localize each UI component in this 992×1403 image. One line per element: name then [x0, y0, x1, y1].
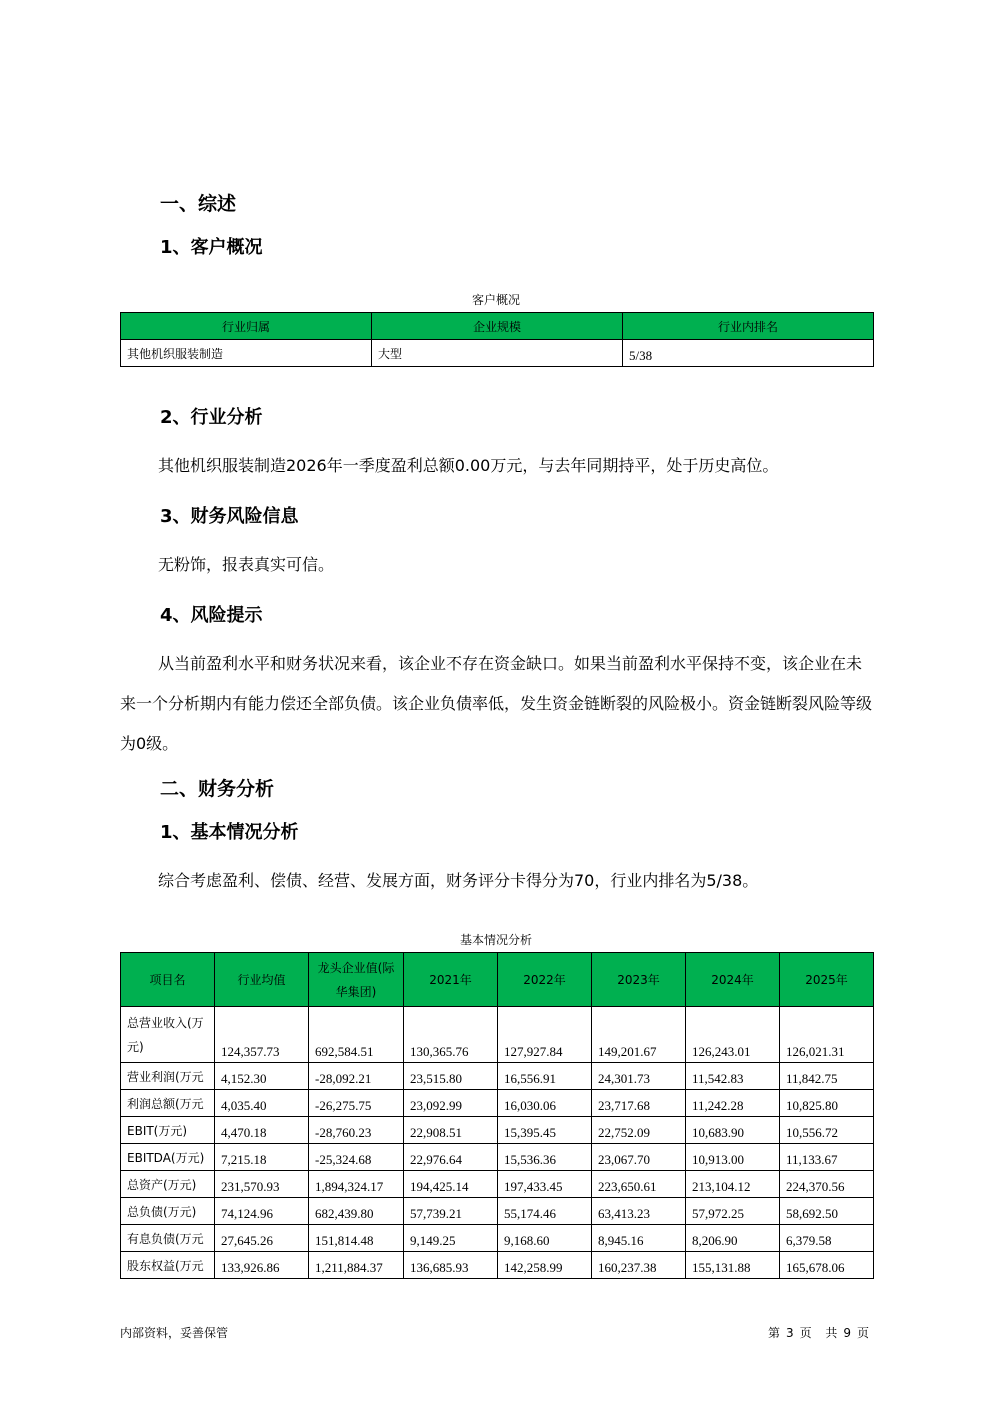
- table-cell: 16,030.06: [498, 1090, 592, 1117]
- table-cell: 22,752.09: [592, 1117, 686, 1144]
- table-cell: 9,149.25: [404, 1225, 498, 1252]
- basic-table-caption: 基本情况分析: [459, 933, 532, 947]
- table-cell: 155,131.88: [686, 1252, 780, 1279]
- table-cell: -28,092.21: [309, 1063, 404, 1090]
- row-label: 有息负债(万元: [121, 1225, 215, 1252]
- table-cell: 682,439.80: [309, 1198, 404, 1225]
- table-cell: 23,717.68: [592, 1090, 686, 1117]
- basic-analysis-text: 综合考虑盈利、偿债、经营、发展方面，财务评分卡得分为70，行业内排名为5/38。: [158, 871, 759, 890]
- table-cell: 197,433.45: [498, 1171, 592, 1198]
- page-word: 页: [799, 1326, 812, 1340]
- table-cell: 127,927.84: [498, 1007, 592, 1063]
- table-row: [121, 1171, 874, 1198]
- table-cell: 4,470.18: [215, 1117, 309, 1144]
- table-cell: -25,324.68: [309, 1144, 404, 1171]
- subsection-risk-warning-title: 4、风险提示: [160, 605, 263, 626]
- header-scale: 企业规模: [372, 313, 623, 340]
- header-rank: 行业内排名: [623, 313, 874, 340]
- table-cell: 9,168.60: [498, 1225, 592, 1252]
- table-cell: 1,894,324.17: [309, 1171, 404, 1198]
- header-industry-avg: 行业均值: [215, 953, 309, 1007]
- table-cell: 22,908.51: [404, 1117, 498, 1144]
- table-cell: 133,926.86: [215, 1252, 309, 1279]
- table-cell: 11,242.28: [686, 1090, 780, 1117]
- table-cell: -26,275.75: [309, 1090, 404, 1117]
- table-cell: 27,645.26: [215, 1225, 309, 1252]
- subsection-basic-analysis-title: 1、基本情况分析: [160, 822, 299, 843]
- table-cell: 224,370.56: [780, 1171, 874, 1198]
- header-2023: 2023年: [592, 953, 686, 1007]
- header-industry: 行业归属: [121, 313, 372, 340]
- table-cell: 10,683.90: [686, 1117, 780, 1144]
- row-label: 总负债(万元): [121, 1198, 215, 1225]
- table-row: [121, 1117, 874, 1144]
- row-label: 营业利润(万元: [121, 1063, 215, 1090]
- table-cell: 692,584.51: [309, 1007, 404, 1063]
- industry-analysis-text: 其他机织服装制造2026年一季度盈利总额0.00万元，与去年同期持平，处于历史高位。: [158, 456, 779, 475]
- table-cell: 160,237.38: [592, 1252, 686, 1279]
- table-cell: 6,379.58: [780, 1225, 874, 1252]
- row-label: EBIT(万元): [121, 1117, 215, 1144]
- table-cell: 10,556.72: [780, 1117, 874, 1144]
- table-cell: 130,365.76: [404, 1007, 498, 1063]
- footer-page-number: [765, 1324, 872, 1341]
- table-cell: 57,972.25: [686, 1198, 780, 1225]
- cell-industry: 其他机织服装制造: [121, 340, 372, 367]
- row-label: 总营业收入(万元): [121, 1007, 215, 1063]
- subsection-financial-risk-title: 3、财务风险信息: [160, 506, 299, 527]
- table-cell: 213,104.12: [686, 1171, 780, 1198]
- row-label: 总资产(万元): [121, 1171, 215, 1198]
- cell-rank: 5/38: [623, 340, 874, 367]
- table-cell: 126,243.01: [686, 1007, 780, 1063]
- table-cell: 126,021.31: [780, 1007, 874, 1063]
- basic-analysis-table: [120, 952, 874, 1279]
- table-row: [121, 1090, 874, 1117]
- risk-warning-text: 从当前盈利水平和财务状况来看，该企业不存在资金缺口。如果当前盈利水平保持不变，该企业在未来一个分析期内有能力偿还全部负债。该企业负债率低，发生资金链断裂的风险极小。资金链断裂风险等级为0级。: [120, 654, 873, 753]
- financial-risk-text: 无粉饰，报表真实可信。: [158, 555, 335, 574]
- header-2021: 2021年: [404, 953, 498, 1007]
- row-label: 利润总额(万元: [121, 1090, 215, 1117]
- table-cell: 8,945.16: [592, 1225, 686, 1252]
- table-cell: 11,842.75: [780, 1063, 874, 1090]
- header-2025: 2025年: [780, 953, 874, 1007]
- header-2022: 2022年: [498, 953, 592, 1007]
- header-item: 项目名: [121, 953, 215, 1007]
- header-leader-value: 龙头企业值(际华集团): [309, 953, 404, 1007]
- header-2024: 2024年: [686, 953, 780, 1007]
- subsection-customer-overview-title: 1、客户概况: [160, 237, 263, 258]
- table-cell: 151,814.48: [309, 1225, 404, 1252]
- customer-overview-table: [120, 312, 874, 367]
- table-cell: 15,536.36: [498, 1144, 592, 1171]
- table-cell: -28,760.23: [309, 1117, 404, 1144]
- section-2-title: 二、财务分析: [160, 778, 275, 800]
- row-label: EBITDA(万元): [121, 1144, 215, 1171]
- row-label: 股东权益(万元: [121, 1252, 215, 1279]
- table-row: [121, 1144, 874, 1171]
- table-cell: 10,913.00: [686, 1144, 780, 1171]
- cell-scale: 大型: [372, 340, 623, 367]
- table-cell: 8,206.90: [686, 1225, 780, 1252]
- table-cell: 57,739.21: [404, 1198, 498, 1225]
- table-cell: 23,092.99: [404, 1090, 498, 1117]
- table-cell: 15,395.45: [498, 1117, 592, 1144]
- table-cell: 58,692.50: [780, 1198, 874, 1225]
- table-cell: 165,678.06: [780, 1252, 874, 1279]
- table-cell: 10,825.80: [780, 1090, 874, 1117]
- subsection-industry-analysis-title: 2、行业分析: [160, 407, 263, 428]
- table-cell: 63,413.23: [592, 1198, 686, 1225]
- table-cell: 11,542.83: [686, 1063, 780, 1090]
- table-cell: 194,425.14: [404, 1171, 498, 1198]
- table-cell: 1,211,884.37: [309, 1252, 404, 1279]
- table-cell: 231,570.93: [215, 1171, 309, 1198]
- table-cell: 55,174.46: [498, 1198, 592, 1225]
- table-cell: 136,685.93: [404, 1252, 498, 1279]
- section-1-title: 一、综述: [160, 193, 237, 215]
- table-row: [121, 1007, 874, 1063]
- page-current: 3: [786, 1326, 794, 1340]
- page-prefix: 第: [768, 1326, 781, 1340]
- footer-confidential-note: 内部资料，妥善保管: [120, 1326, 229, 1340]
- total-word: 页: [856, 1326, 869, 1340]
- table-cell: 23,515.80: [404, 1063, 498, 1090]
- page-total: 9: [843, 1326, 851, 1340]
- table-cell: 4,035.40: [215, 1090, 309, 1117]
- table-cell: 223,650.61: [592, 1171, 686, 1198]
- table-cell: 16,556.91: [498, 1063, 592, 1090]
- table-cell: 124,357.73: [215, 1007, 309, 1063]
- table-row: [121, 1198, 874, 1225]
- table-cell: 7,215.18: [215, 1144, 309, 1171]
- table-cell: 4,152.30: [215, 1063, 309, 1090]
- table-cell: 11,133.67: [780, 1144, 874, 1171]
- table-cell: 23,067.70: [592, 1144, 686, 1171]
- table-cell: 149,201.67: [592, 1007, 686, 1063]
- basic-table-body: [121, 1007, 874, 1279]
- total-prefix: 共: [825, 1326, 838, 1340]
- table-row: [121, 1063, 874, 1090]
- table-cell: 74,124.96: [215, 1198, 309, 1225]
- table-row: [121, 1252, 874, 1279]
- table-row: [121, 1225, 874, 1252]
- table-cell: 24,301.73: [592, 1063, 686, 1090]
- table-cell: 142,258.99: [498, 1252, 592, 1279]
- customer-table-caption: 客户概况: [471, 293, 520, 307]
- table-cell: 22,976.64: [404, 1144, 498, 1171]
